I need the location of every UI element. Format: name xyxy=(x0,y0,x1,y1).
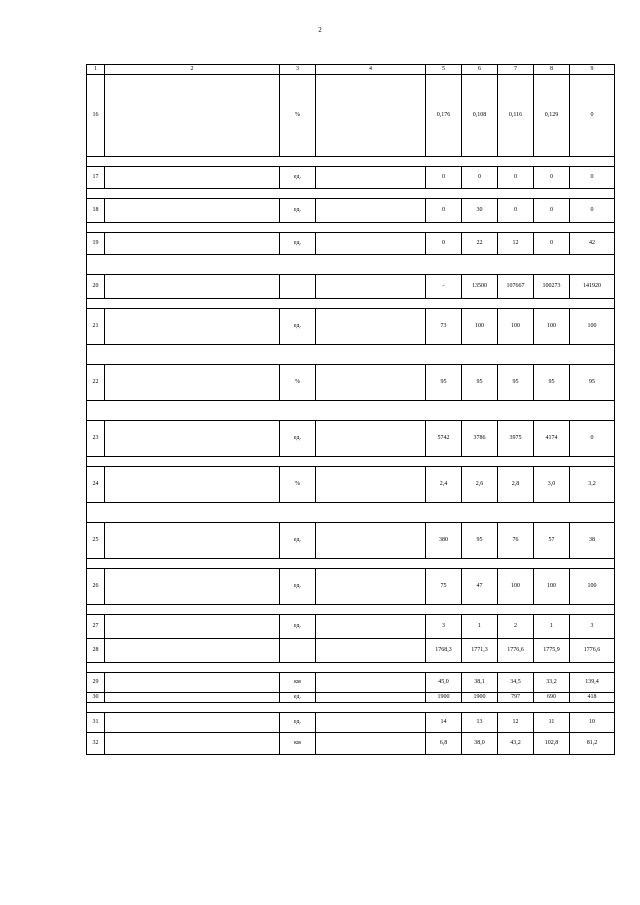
section-heading-row xyxy=(87,457,615,467)
indicator-name xyxy=(105,365,280,401)
value-cell: 1771,3 xyxy=(462,639,498,663)
table-row xyxy=(87,233,615,255)
value-cell: 797 xyxy=(498,693,534,703)
indicator-name xyxy=(105,615,280,639)
value-cell: 102,8 xyxy=(534,733,570,755)
value-cell: 141920 xyxy=(570,275,615,299)
value-cell: 0 xyxy=(570,199,615,223)
value-cell: 3 xyxy=(426,615,462,639)
column-header: 7 xyxy=(498,65,534,75)
unit-cell xyxy=(280,639,316,663)
row-number: 24 xyxy=(87,467,105,503)
value-cell: 10 xyxy=(570,713,615,733)
value-cell: 45,0 xyxy=(426,673,462,693)
table-row xyxy=(87,713,615,733)
value-cell: 13 xyxy=(462,713,498,733)
value-cell: 100 xyxy=(498,309,534,345)
value-cell: 95 xyxy=(462,523,498,559)
column-header: 9 xyxy=(570,65,615,75)
table-row xyxy=(87,569,615,605)
value-cell: 1768,3 xyxy=(426,639,462,663)
value-cell: 38,0 xyxy=(462,733,498,755)
value-cell: 38 xyxy=(570,523,615,559)
row-number: 25 xyxy=(87,523,105,559)
value-cell: 3,0 xyxy=(534,467,570,503)
value-cell: 95 xyxy=(426,365,462,401)
table-row xyxy=(87,421,615,457)
row-number: 28 xyxy=(87,639,105,663)
row-number: 18 xyxy=(87,199,105,223)
responsible-organization xyxy=(316,733,426,755)
row-number: 26 xyxy=(87,569,105,605)
value-cell: 2 xyxy=(498,615,534,639)
section-heading-row xyxy=(87,255,615,275)
unit-cell: ед. xyxy=(280,167,316,189)
value-cell: 0 xyxy=(498,167,534,189)
unit-cell: % xyxy=(280,365,316,401)
indicator-name xyxy=(105,673,280,693)
column-header: 1 xyxy=(87,65,105,75)
value-cell: 6,8 xyxy=(426,733,462,755)
value-cell: 0,116 xyxy=(498,75,534,157)
indicator-name xyxy=(105,75,280,157)
value-cell: 690 xyxy=(534,693,570,703)
value-cell: 3786 xyxy=(462,421,498,457)
unit-cell: ед. xyxy=(280,713,316,733)
section-heading-row xyxy=(87,299,615,309)
unit-cell: % xyxy=(280,467,316,503)
value-cell: 4174 xyxy=(534,421,570,457)
responsible-organization xyxy=(316,615,426,639)
value-cell: 2,8 xyxy=(498,467,534,503)
value-cell: 95 xyxy=(570,365,615,401)
value-cell: 0 xyxy=(570,75,615,157)
responsible-organization xyxy=(316,233,426,255)
value-cell: 100 xyxy=(570,569,615,605)
value-cell: 22 xyxy=(462,233,498,255)
value-cell: 100 xyxy=(570,309,615,345)
value-cell: 0 xyxy=(462,167,498,189)
unit-cell: км xyxy=(280,673,316,693)
indicator-name xyxy=(105,569,280,605)
row-number: 19 xyxy=(87,233,105,255)
table-row xyxy=(87,523,615,559)
value-cell: 1776,6 xyxy=(498,639,534,663)
section-heading xyxy=(87,503,615,523)
unit-cell: ед. xyxy=(280,569,316,605)
indicators-table xyxy=(86,64,615,755)
indicator-name xyxy=(105,421,280,457)
unit-cell: ед. xyxy=(280,615,316,639)
table-row xyxy=(87,639,615,663)
section-heading xyxy=(87,401,615,421)
responsible-organization xyxy=(316,275,426,299)
section-heading xyxy=(87,189,615,199)
value-cell: 13500 xyxy=(462,275,498,299)
section-heading xyxy=(87,605,615,615)
value-cell: 100 xyxy=(462,309,498,345)
section-heading-row xyxy=(87,663,615,673)
column-header: 5 xyxy=(426,65,462,75)
value-cell: 47 xyxy=(462,569,498,605)
section-heading xyxy=(87,345,615,365)
value-cell: 2,6 xyxy=(462,467,498,503)
value-cell: 100273 xyxy=(534,275,570,299)
section-heading xyxy=(87,157,615,167)
value-cell: 0 xyxy=(570,167,615,189)
value-cell: 0 xyxy=(534,199,570,223)
indicator-name xyxy=(105,639,280,663)
value-cell: 0,129 xyxy=(534,75,570,157)
unit-cell: % xyxy=(280,75,316,157)
indicator-name xyxy=(105,199,280,223)
column-header: 2 xyxy=(105,65,280,75)
table-row xyxy=(87,309,615,345)
table-row xyxy=(87,733,615,755)
section-heading-row xyxy=(87,401,615,421)
value-cell: 100 xyxy=(534,569,570,605)
value-cell: 107667 xyxy=(498,275,534,299)
responsible-organization xyxy=(316,365,426,401)
value-cell: 0 xyxy=(570,421,615,457)
table-row xyxy=(87,275,615,299)
table-row xyxy=(87,467,615,503)
value-cell: 95 xyxy=(498,365,534,401)
value-cell: 3,2 xyxy=(570,467,615,503)
value-cell: 12 xyxy=(498,713,534,733)
section-heading-row xyxy=(87,503,615,523)
responsible-organization xyxy=(316,421,426,457)
value-cell: 14 xyxy=(426,713,462,733)
row-number: 32 xyxy=(87,733,105,755)
value-cell: 0 xyxy=(426,233,462,255)
value-cell: 0 xyxy=(426,167,462,189)
value-cell: 0 xyxy=(498,199,534,223)
value-cell: 3975 xyxy=(498,421,534,457)
unit-cell xyxy=(280,275,316,299)
value-cell: 12 xyxy=(498,233,534,255)
value-cell: 0,176 xyxy=(426,75,462,157)
unit-cell: ед. xyxy=(280,523,316,559)
responsible-organization xyxy=(316,75,426,157)
value-cell: 418 xyxy=(570,693,615,703)
value-cell: 81,2 xyxy=(570,733,615,755)
section-heading xyxy=(87,255,615,275)
value-cell: 73 xyxy=(426,309,462,345)
section-heading-row xyxy=(87,189,615,199)
row-number: 17 xyxy=(87,167,105,189)
responsible-organization xyxy=(316,467,426,503)
indicator-name xyxy=(105,467,280,503)
value-cell: 75 xyxy=(426,569,462,605)
section-heading xyxy=(87,559,615,569)
table-row xyxy=(87,365,615,401)
value-cell: 0 xyxy=(534,233,570,255)
indicator-name xyxy=(105,693,280,703)
row-number: 20 xyxy=(87,275,105,299)
section-heading xyxy=(87,457,615,467)
responsible-organization xyxy=(316,523,426,559)
row-number: 31 xyxy=(87,713,105,733)
value-cell: - xyxy=(426,275,462,299)
indicator-name xyxy=(105,713,280,733)
unit-cell: ед. xyxy=(280,421,316,457)
value-cell: 30 xyxy=(462,199,498,223)
value-cell: 1900 xyxy=(462,693,498,703)
value-cell: 380 xyxy=(426,523,462,559)
table-row xyxy=(87,615,615,639)
responsible-organization xyxy=(316,713,426,733)
responsible-organization xyxy=(316,673,426,693)
row-number: 21 xyxy=(87,309,105,345)
unit-cell: км xyxy=(280,733,316,755)
value-cell: 139,4 xyxy=(570,673,615,693)
section-heading-row xyxy=(87,223,615,233)
section-heading-row xyxy=(87,605,615,615)
value-cell: 1 xyxy=(534,615,570,639)
row-number: 16 xyxy=(87,75,105,157)
indicator-name xyxy=(105,733,280,755)
row-number: 30 xyxy=(87,693,105,703)
column-header: 6 xyxy=(462,65,498,75)
value-cell: 0,108 xyxy=(462,75,498,157)
section-heading-row xyxy=(87,559,615,569)
value-cell: 0 xyxy=(534,167,570,189)
value-cell: 0 xyxy=(426,199,462,223)
unit-cell: ед. xyxy=(280,693,316,703)
indicator-name xyxy=(105,523,280,559)
value-cell: 42 xyxy=(570,233,615,255)
unit-cell: ед. xyxy=(280,199,316,223)
section-heading-row xyxy=(87,345,615,365)
table-row xyxy=(87,693,615,703)
unit-cell: ед. xyxy=(280,309,316,345)
column-header: 4 xyxy=(316,65,426,75)
section-heading xyxy=(87,299,615,309)
value-cell: 1 xyxy=(462,615,498,639)
table-row xyxy=(87,673,615,693)
value-cell: 2,4 xyxy=(426,467,462,503)
row-number: 29 xyxy=(87,673,105,693)
section-heading xyxy=(87,223,615,233)
table-row xyxy=(87,75,615,157)
value-cell: 1900 xyxy=(426,693,462,703)
column-header: 3 xyxy=(280,65,316,75)
value-cell: 100 xyxy=(534,309,570,345)
indicator-name xyxy=(105,275,280,299)
section-heading-row xyxy=(87,703,615,713)
section-heading-row xyxy=(87,157,615,167)
indicator-name xyxy=(105,167,280,189)
responsible-organization xyxy=(316,639,426,663)
column-header-row xyxy=(87,65,615,75)
responsible-organization xyxy=(316,309,426,345)
value-cell: 43,2 xyxy=(498,733,534,755)
unit-cell: ед. xyxy=(280,233,316,255)
section-heading xyxy=(87,663,615,673)
row-number: 23 xyxy=(87,421,105,457)
column-header: 8 xyxy=(534,65,570,75)
value-cell: 3 xyxy=(570,615,615,639)
value-cell: 95 xyxy=(462,365,498,401)
row-number: 22 xyxy=(87,365,105,401)
table-row xyxy=(87,167,615,189)
indicator-name xyxy=(105,233,280,255)
value-cell: 76 xyxy=(498,523,534,559)
value-cell: 33,2 xyxy=(534,673,570,693)
value-cell: 1776,6 xyxy=(570,639,615,663)
responsible-organization xyxy=(316,167,426,189)
responsible-organization xyxy=(316,693,426,703)
value-cell: 95 xyxy=(534,365,570,401)
value-cell: 11 xyxy=(534,713,570,733)
row-number: 27 xyxy=(87,615,105,639)
responsible-organization xyxy=(316,199,426,223)
page-number: 2 xyxy=(318,26,322,34)
value-cell: 100 xyxy=(498,569,534,605)
section-heading xyxy=(87,703,615,713)
value-cell: 5742 xyxy=(426,421,462,457)
table-row xyxy=(87,199,615,223)
value-cell: 57 xyxy=(534,523,570,559)
value-cell: 38,1 xyxy=(462,673,498,693)
responsible-organization xyxy=(316,569,426,605)
indicator-name xyxy=(105,309,280,345)
value-cell: 1775,9 xyxy=(534,639,570,663)
value-cell: 34,5 xyxy=(498,673,534,693)
